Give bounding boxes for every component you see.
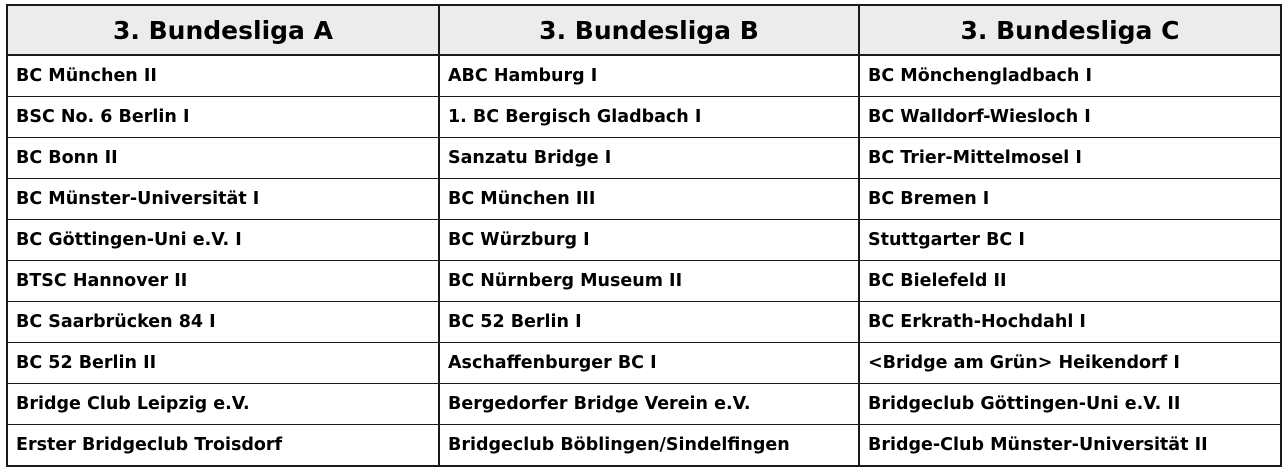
leagues-table [6, 4, 1282, 467]
cell-liga-b: Bridgeclub Böblingen/Sindelfingen [439, 425, 859, 467]
cell-liga-a: BC 52 Berlin II [7, 343, 439, 384]
cell-liga-a: Erster Bridgeclub Troisdorf [7, 425, 439, 467]
cell-liga-c: BC Walldorf-Wiesloch I [859, 97, 1281, 138]
cell-liga-b: Sanzatu Bridge I [439, 138, 859, 179]
column-header-liga-a: 3. Bundesliga A [7, 5, 439, 55]
cell-liga-c: Stuttgarter BC I [859, 220, 1281, 261]
cell-liga-c: BC Trier-Mittelmosel I [859, 138, 1281, 179]
cell-liga-b: BC 52 Berlin I [439, 302, 859, 343]
cell-liga-a: Bridge Club Leipzig e.V. [7, 384, 439, 425]
table-row [7, 261, 1281, 302]
table-row [7, 425, 1281, 467]
cell-liga-b: BC München III [439, 179, 859, 220]
cell-liga-a: BC München II [7, 55, 439, 97]
cell-liga-c: BC Bielefeld II [859, 261, 1281, 302]
cell-liga-a: BC Saarbrücken 84 I [7, 302, 439, 343]
cell-liga-b: ABC Hamburg I [439, 55, 859, 97]
cell-liga-b: BC Würzburg I [439, 220, 859, 261]
header-row [7, 5, 1281, 55]
cell-liga-c: BC Erkrath-Hochdahl I [859, 302, 1281, 343]
table-row [7, 179, 1281, 220]
cell-liga-c: BC Mönchengladbach I [859, 55, 1281, 97]
cell-liga-c: Bridge-Club Münster-Universität II [868, 435, 1208, 455]
table-body [7, 55, 1281, 466]
table-row [7, 97, 1281, 138]
cell-liga-a: BTSC Hannover II [7, 261, 439, 302]
table-row [7, 138, 1281, 179]
table-row [7, 384, 1281, 425]
cell-liga-b: BC Nürnberg Museum II [439, 261, 859, 302]
table-header [7, 5, 1281, 55]
cell-liga-b: Bergedorfer Bridge Verein e.V. [439, 384, 859, 425]
table-row [7, 343, 1281, 384]
cell-liga-c: BC Bremen I [859, 179, 1281, 220]
column-header-liga-c: 3. Bundesliga C [859, 5, 1281, 55]
table-row [7, 220, 1281, 261]
cell-liga-a: BC Münster-Universität I [7, 179, 439, 220]
column-header-liga-b: 3. Bundesliga B [439, 5, 859, 55]
cell-liga-b: 1. BC Bergisch Gladbach I [439, 97, 859, 138]
cell-liga-b: Aschaffenburger BC I [439, 343, 859, 384]
cell-liga-c: Bridgeclub Göttingen-Uni e.V. II [859, 384, 1281, 425]
cell-liga-a: BC Bonn II [7, 138, 439, 179]
cell-liga-a: BSC No. 6 Berlin I [7, 97, 439, 138]
table-row [7, 302, 1281, 343]
table-row [7, 55, 1281, 97]
cell-liga-a: BC Göttingen-Uni e.V. I [7, 220, 439, 261]
cell-liga-c: <Bridge am Grün> Heikendorf I [859, 343, 1281, 384]
